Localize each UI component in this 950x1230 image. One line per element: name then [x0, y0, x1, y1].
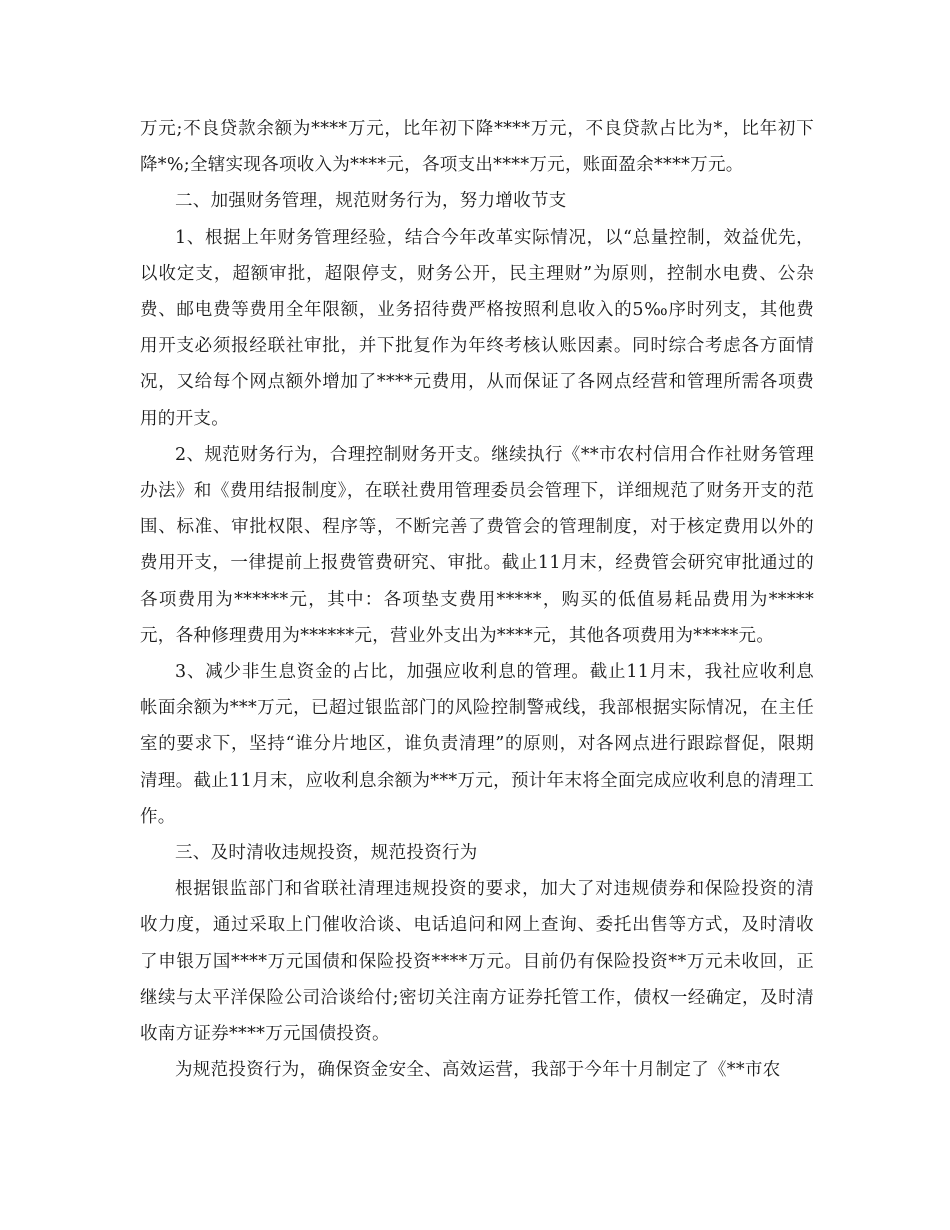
paragraph-item-1: 1、根据上年财务管理经验，结合今年改革实际情况，以“总量控制，效益优先，以收定支，超额审批，超限停支，财务公开，民主理财”为原则，控制水电费、公杂费、邮电费等费用全年限额，业务招待费严格按照利息收入的5‰序时列支，其他费用开支必须报经联社审批，并下批复作为年终考核认账因素。同时综合考虑各方面情况，又给每个网点额外增加了****元费用，从而保证了各网点经营和管理所需各项费用的开支。 [140, 227, 814, 429]
paragraph-income-summary: 万元;不良贷款余额为****万元，比年初下降****万元，不良贷款占比为*，比年初下降*%;全辖实现各项收入为****元，各项支出****万元，账面盈余****万元。 [140, 119, 814, 176]
paragraph-item-2: 2、规范财务行为，合理控制财务开支。继续执行《**市农村信用合作社财务管理办法》和《费用结报制度》，在联社费用管理委员会管理下，详细规范了财务开支的范围、标准、审批权限、程序等，不断完善了费管会的管理制度，对于核定费用以外的费用开支，一律提前上报费管费研究、审批。截止11月末，经费管会研究审批通过的各项费用为******元，其中：各项垫支费用*****，购买的低值易耗品费用为*****元，各种修理费用为******元，营业外支出为****元，其他各项费用为*****元。 [140, 444, 814, 646]
paragraph-investment-recovery: 根据银监部门和省联社清理违规投资的要求，加大了对违规债券和保险投资的清收力度，通过采取上门催收洽谈、电话追问和网上查询、委托出售等方式，及时清收了申银万国****万元国债和保险投资****万元。目前仍有保险投资**万元未收回，正继续与太平洋保险公司洽谈给付;密切关注南方证券托管工作，债权一经确定，及时清收南方证券****万元国债投资。 [140, 879, 814, 1045]
section-heading-investment: 三、及时清收违规投资，规范投资行为 [175, 843, 478, 864]
section-heading-finance: 二、加强财务管理，规范财务行为，努力增收节支 [175, 191, 567, 212]
paragraph-investment-regulation: 为规范投资行为，确保资金安全、高效运营，我部于今年十月制定了《**市农 [175, 1060, 781, 1081]
document-body [140, 111, 814, 1088]
paragraph-item-3: 3、减少非生息资金的占比，加强应收利息的管理。截止11月末，我社应收利息帐面余额为***万元，已超过银监部门的风险控制警戒线，我部根据实际情况，在主任室的要求下，坚持“谁分片地区，谁负责清理”的原则，对各网点进行跟踪督促，限期清理。截止11月末，应收利息余额为***万元，预计年末将全面完成应收利息的清理工作。 [140, 662, 814, 827]
